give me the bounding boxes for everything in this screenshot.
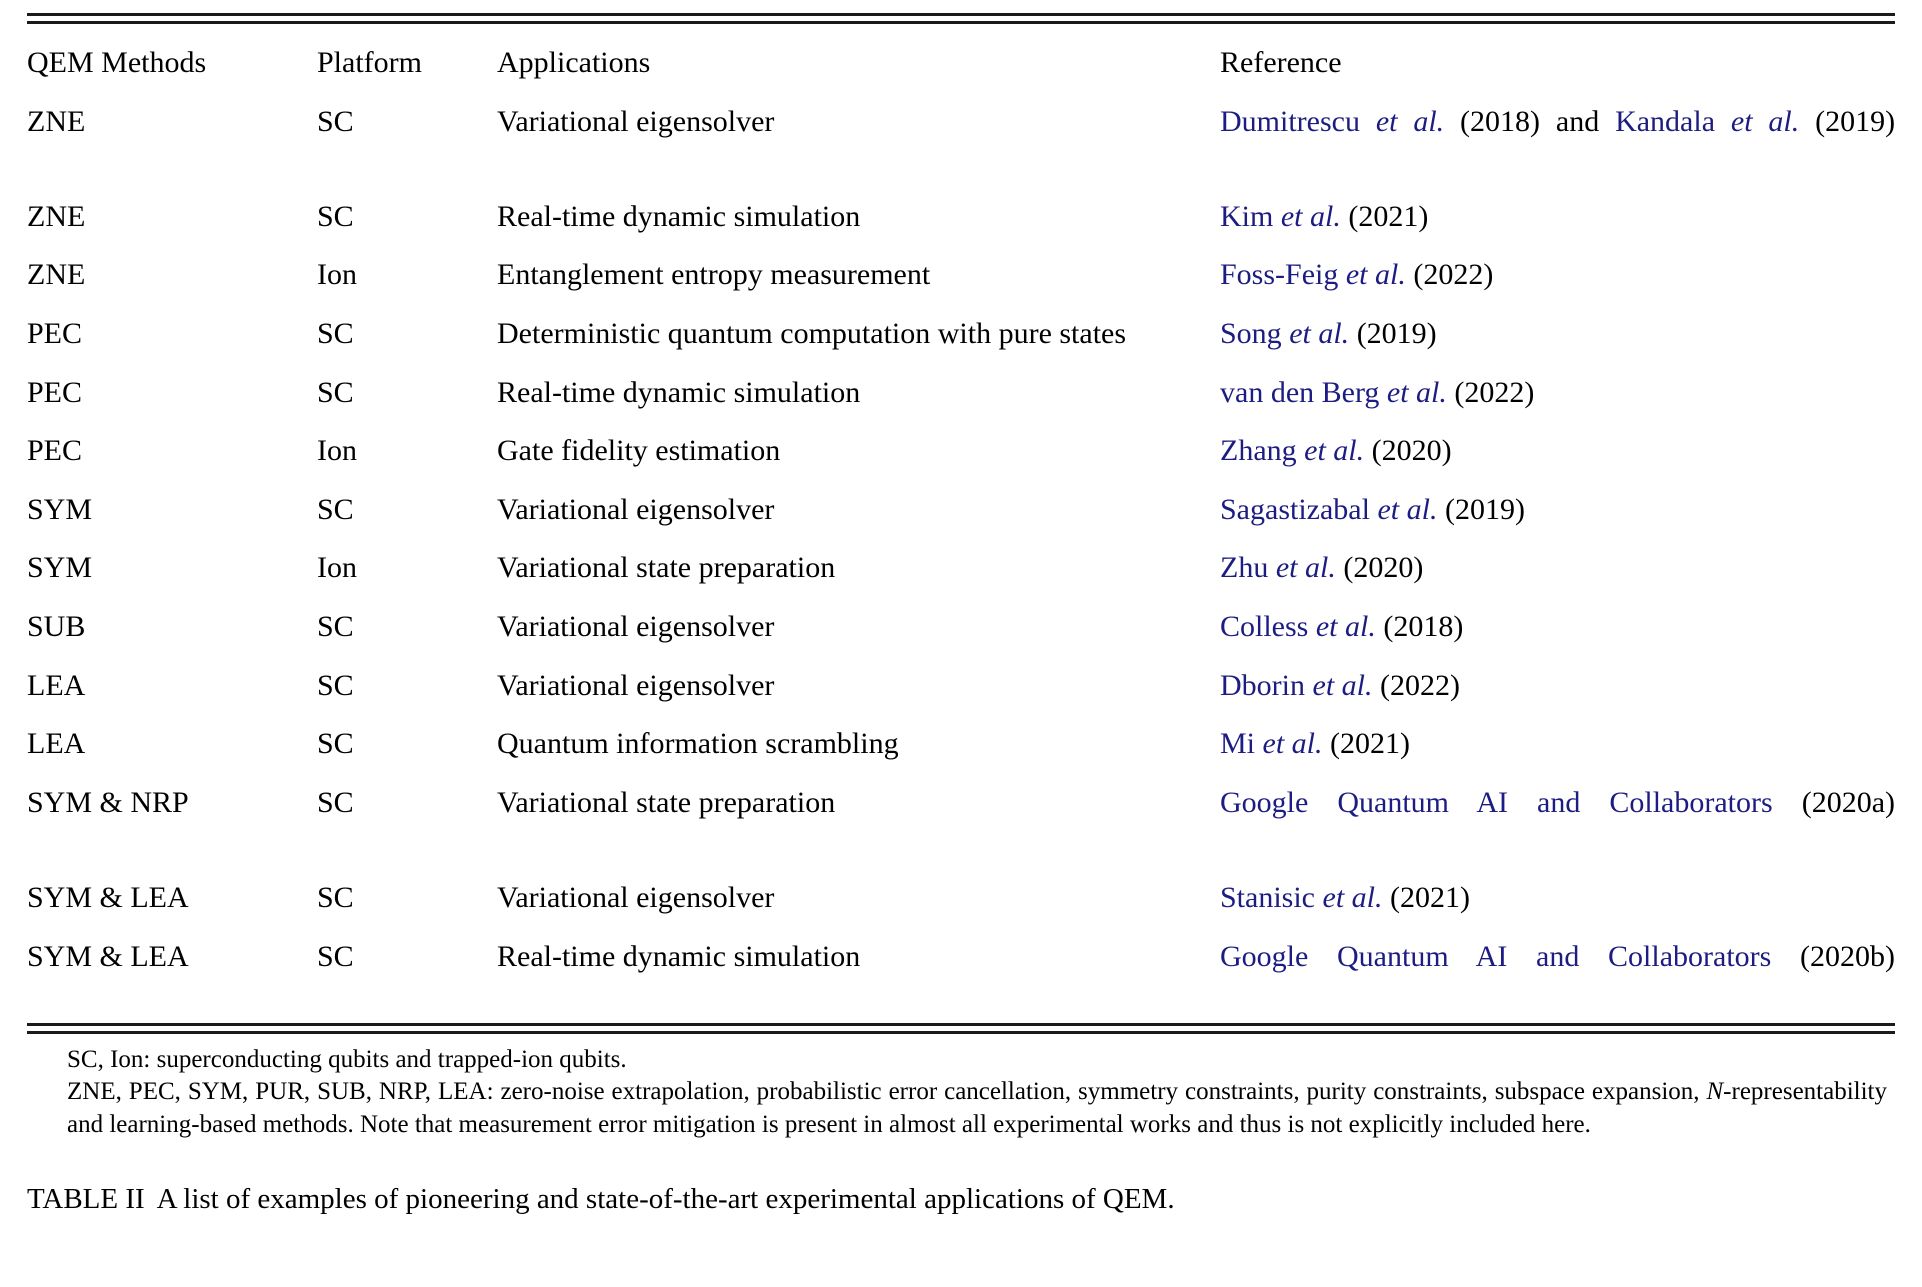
cell-application: Real-time dynamic simulation bbox=[497, 199, 861, 233]
caption-text: A list of examples of pioneering and state-of-the-art experimental applications of QEM. bbox=[156, 1183, 1175, 1216]
table-page bbox=[0, 13, 1922, 1287]
cell-application: Real-time dynamic simulation bbox=[497, 375, 861, 409]
cell-qem-method: LEA bbox=[27, 668, 86, 702]
reference-year: (2022) bbox=[1380, 668, 1460, 702]
cell-reference[interactable] bbox=[1220, 539, 1895, 598]
table-header-row bbox=[27, 24, 1895, 90]
reference-etal: et al. bbox=[1262, 727, 1323, 761]
table-row bbox=[27, 657, 1895, 716]
cell-reference[interactable] bbox=[1220, 598, 1895, 657]
reference-etal: et al. bbox=[1289, 316, 1350, 350]
cell-platform: SC bbox=[317, 316, 354, 350]
cell-platform: SC bbox=[317, 880, 354, 914]
table-row bbox=[27, 188, 1895, 247]
reference-author: Dborin bbox=[1220, 668, 1305, 702]
cell-platform: Ion bbox=[317, 434, 357, 468]
cell-application: Entanglement entropy measurement bbox=[497, 258, 931, 292]
cell-reference[interactable] bbox=[1220, 364, 1895, 423]
cell-qem-method: ZNE bbox=[27, 199, 86, 233]
table-footnotes bbox=[27, 1044, 1895, 1142]
table-caption bbox=[27, 1181, 1895, 1217]
table-row bbox=[27, 774, 1895, 869]
cell-platform: Ion bbox=[317, 258, 357, 292]
cell-platform: SC bbox=[317, 375, 354, 409]
reference-author: Google Quantum AI and Collaborators bbox=[1220, 939, 1772, 973]
column-header-reference: Reference bbox=[1220, 46, 1342, 79]
cell-application: Deterministic quantum computation with pure states bbox=[497, 316, 1127, 350]
reference-year: (2018) bbox=[1383, 609, 1464, 643]
table-row bbox=[27, 715, 1895, 774]
reference-year: (2020b) bbox=[1800, 939, 1895, 973]
reference-year: (2019) bbox=[1815, 104, 1896, 138]
reference-year: (2022) bbox=[1454, 375, 1535, 409]
reference-author: Song bbox=[1220, 316, 1282, 350]
reference-conjunction: and bbox=[1555, 104, 1600, 138]
reference-year: (2018) bbox=[1460, 104, 1541, 138]
reference-author: Zhang bbox=[1220, 434, 1297, 468]
table-top-rule bbox=[27, 13, 1895, 24]
cell-platform: SC bbox=[317, 668, 354, 702]
cell-qem-method: LEA bbox=[27, 727, 86, 761]
reference-etal: et al. bbox=[1275, 551, 1336, 585]
reference-etal: et al. bbox=[1280, 199, 1341, 233]
reference-year: (2021) bbox=[1348, 199, 1429, 233]
cell-qem-method: PEC bbox=[27, 316, 83, 350]
cell-application: Variational eigensolver bbox=[497, 880, 775, 914]
table-row bbox=[27, 246, 1895, 305]
column-header-qem-methods: QEM Methods bbox=[27, 46, 207, 79]
cell-reference[interactable] bbox=[1220, 869, 1895, 928]
reference-etal: et al. bbox=[1322, 880, 1383, 914]
reference-etal: et al. bbox=[1345, 258, 1406, 292]
reference-author: Zhu bbox=[1220, 551, 1269, 585]
cell-application: Real-time dynamic simulation bbox=[497, 939, 861, 973]
cell-platform: SC bbox=[317, 199, 354, 233]
caption-label: TABLE II bbox=[27, 1183, 145, 1216]
reference-author: Stanisic bbox=[1220, 880, 1315, 914]
reference-etal: et al. bbox=[1730, 104, 1800, 138]
table-row bbox=[27, 305, 1895, 364]
table-row bbox=[27, 539, 1895, 598]
reference-year: (2021) bbox=[1330, 727, 1410, 761]
cell-qem-method: SYM & NRP bbox=[27, 785, 189, 819]
footnote-method-legend bbox=[67, 1076, 1887, 1141]
cell-reference[interactable] bbox=[1220, 246, 1895, 305]
reference-etal: et al. bbox=[1315, 609, 1376, 643]
reference-etal: et al. bbox=[1375, 104, 1445, 138]
cell-application: Quantum information scrambling bbox=[497, 727, 899, 761]
cell-application: Variational state preparation bbox=[497, 551, 836, 585]
reference-etal: et al. bbox=[1386, 375, 1447, 409]
cell-qem-method: SUB bbox=[27, 609, 86, 643]
cell-platform: SC bbox=[317, 727, 354, 761]
reference-author: van den Berg bbox=[1220, 375, 1380, 409]
column-header-platform: Platform bbox=[317, 46, 422, 79]
cell-qem-method: SYM bbox=[27, 492, 93, 526]
cell-qem-method: SYM bbox=[27, 551, 93, 585]
cell-application: Variational eigensolver bbox=[497, 609, 775, 643]
cell-qem-method: SYM & LEA bbox=[27, 939, 189, 973]
cell-platform: SC bbox=[317, 492, 354, 526]
reference-etal: et al. bbox=[1304, 434, 1365, 468]
table-bottom-rule bbox=[27, 1023, 1895, 1034]
cell-reference[interactable] bbox=[1220, 90, 1895, 188]
reference-year: (2019) bbox=[1444, 492, 1525, 526]
table-row bbox=[27, 422, 1895, 481]
qem-methods-table bbox=[27, 24, 1895, 1023]
footnote-method-legend-part2: -representability and learning-based methods. Note that measurement error mitigation is present in almost all experimental works and thus is not explicitly included here. bbox=[67, 1078, 1887, 1138]
cell-application: Variational state preparation bbox=[497, 785, 836, 819]
table-row bbox=[27, 90, 1895, 188]
footnote-method-legend-part1: ZNE, PEC, SYM, PUR, SUB, NRP, LEA: zero-noise extrapolation, probabilistic error cancellation, symmetry constraints, purity constraints, subspace expansion, bbox=[67, 1078, 1707, 1106]
table-row bbox=[27, 928, 1895, 1023]
cell-platform: SC bbox=[317, 609, 354, 643]
table-header bbox=[27, 24, 1895, 90]
cell-application: Gate fidelity estimation bbox=[497, 434, 781, 468]
cell-qem-method: PEC bbox=[27, 434, 83, 468]
reference-author: Mi bbox=[1220, 727, 1256, 761]
reference-author: Kim bbox=[1220, 199, 1274, 233]
reference-author: Dumitrescu bbox=[1220, 104, 1360, 138]
table-body bbox=[27, 90, 1895, 1023]
reference-year: (2020a) bbox=[1801, 785, 1895, 819]
cell-reference[interactable] bbox=[1220, 481, 1895, 540]
table-row bbox=[27, 481, 1895, 540]
cell-qem-method: PEC bbox=[27, 375, 83, 409]
cell-qem-method: ZNE bbox=[27, 104, 86, 138]
cell-reference[interactable] bbox=[1220, 928, 1895, 1023]
cell-reference[interactable] bbox=[1220, 715, 1895, 774]
footnote-n-symbol: N bbox=[1706, 1078, 1724, 1106]
reference-etal: et al. bbox=[1377, 492, 1438, 526]
reference-year: (2021) bbox=[1390, 880, 1470, 914]
cell-reference[interactable] bbox=[1220, 305, 1895, 364]
cell-platform: Ion bbox=[317, 551, 357, 585]
reference-author: Kandala bbox=[1615, 104, 1716, 138]
cell-platform: SC bbox=[317, 939, 354, 973]
cell-platform: SC bbox=[317, 104, 354, 138]
table-row bbox=[27, 364, 1895, 423]
cell-platform: SC bbox=[317, 785, 354, 819]
table-row bbox=[27, 598, 1895, 657]
cell-qem-method: SYM & LEA bbox=[27, 880, 189, 914]
footnote-platform-legend: SC, Ion: superconducting qubits and trapped-ion qubits. bbox=[67, 1045, 627, 1073]
cell-reference[interactable] bbox=[1220, 774, 1895, 869]
cell-qem-method: ZNE bbox=[27, 258, 86, 292]
cell-reference[interactable] bbox=[1220, 657, 1895, 716]
column-header-applications: Applications bbox=[497, 46, 651, 79]
reference-year: (2020) bbox=[1343, 551, 1424, 585]
table-row bbox=[27, 869, 1895, 928]
reference-author: Foss-Feig bbox=[1220, 258, 1339, 292]
reference-year: (2019) bbox=[1356, 316, 1437, 350]
reference-author: Google Quantum AI and Collaborators bbox=[1220, 785, 1773, 819]
cell-application: Variational eigensolver bbox=[497, 492, 775, 526]
reference-year: (2022) bbox=[1413, 258, 1494, 292]
reference-etal: et al. bbox=[1312, 668, 1373, 702]
cell-reference[interactable] bbox=[1220, 188, 1895, 247]
reference-year: (2020) bbox=[1371, 434, 1452, 468]
reference-author: Sagastizabal bbox=[1220, 492, 1370, 526]
cell-application: Variational eigensolver bbox=[497, 104, 775, 138]
reference-author: Colless bbox=[1220, 609, 1309, 643]
cell-reference[interactable] bbox=[1220, 422, 1895, 481]
cell-application: Variational eigensolver bbox=[497, 668, 775, 702]
